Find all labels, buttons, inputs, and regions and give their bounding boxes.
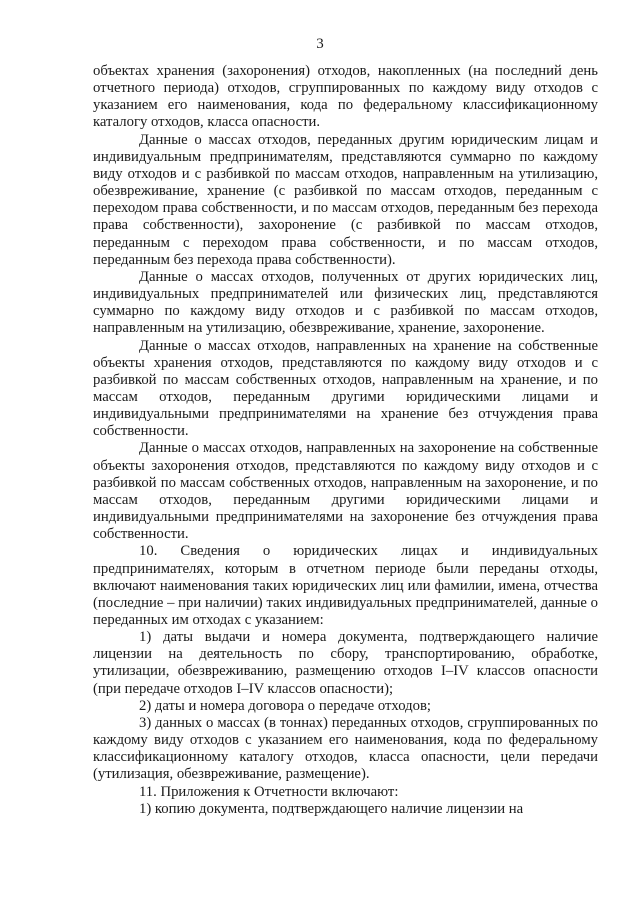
- paragraph-item-11: 11. Приложения к Отчетности включают:: [139, 783, 399, 800]
- paragraph-item-11-sub-1: 1) копию документа, подтверждающего наличие лицензии на: [139, 800, 524, 817]
- document-body: [93, 63, 598, 818]
- paragraph-item-10: 10. Сведения о юридических лицах и индивидуальных предпринимателях, которым в отчетном периоде были переданы отходы, включают наименования таких юридических лиц или фамилии, имена, отчества (последние – при наличии) таких индивидуальных предпринимателей, данные о переданных им отходах с указанием:: [93, 543, 598, 628]
- paragraph-storage-continuation: объектах хранения (захоронения) отходов, накопленных (на последний день отчетного периода) отходов, сгруппированных по каждому виду отходов с указанием его наименования, кода по федеральному классификационному каталогу отходов, класса опасности.: [93, 63, 598, 131]
- paragraph-transferred-waste: Данные о массах отходов, переданных другим юридическим лицам и индивидуальным предпринимателям, представляются суммарно по каждому виду отходов и с разбивкой по массам отходов, направленным на утилизацию, обезвреживание, хранение (с разбивкой по массам отходов, переданным с переходом права собственности, и по массам отходов, переданным без перехода права собственности), захоронение (с разбивкой по массам отходов, переданным с переходом права собственности, и по массам отходов, переданным без перехода права собственности).: [93, 131, 598, 268]
- paragraph-received-waste: Данные о массах отходов, полученных от других юридических лиц, индивидуальных предпринимателей или физических лиц, представляются суммарно по каждому виду отходов и с разбивкой по массам отходов, направленным на утилизацию, обезвреживание, хранение, захоронение.: [93, 268, 598, 337]
- paragraph-item-10-sub-1: 1) даты выдачи и номера документа, подтверждающего наличие лицензии на деятельность по сбору, транспортированию, обработке, утилизации, обезвреживанию, размещению отходов I–IV классов опасности (при передаче отходов I–IV классов опасности);: [93, 629, 598, 697]
- paragraph-item-10-sub-2: 2) даты и номера договора о передаче отходов;: [139, 697, 431, 714]
- page-number: 3: [316, 36, 324, 52]
- paragraph-item-10-sub-3: 3) данных о массах (в тоннах) переданных отходов, сгруппированных по каждому виду отходов с указанием его наименования, кода по федеральному классификационному каталогу отходов, класса опасности, цели передачи (утилизация, обезвреживание, размещение).: [93, 714, 598, 783]
- paragraph-burial-waste: Данные о массах отходов, направленных на захоронение на собственные объекты захоронения отходов, представляются по каждому виду отходов и с разбивкой по массам собственных отходов, направленным на захоронение, и по массам отходов, переданным другими юридическими лицами и индивидуальными предпринимателями на захоронение без отчуждения права собственности.: [93, 440, 598, 543]
- paragraph-storage-waste: Данные о массах отходов, направленных на хранение на собственные объекты хранения отходов, представляются по каждому виду отходов и с разбивкой по массам собственных отходов, направленным на хранение, и по массам отходов, переданным другими юридическими лицами и индивидуальными предпринимателями на хранение без отчуждения права собственности.: [93, 337, 598, 440]
